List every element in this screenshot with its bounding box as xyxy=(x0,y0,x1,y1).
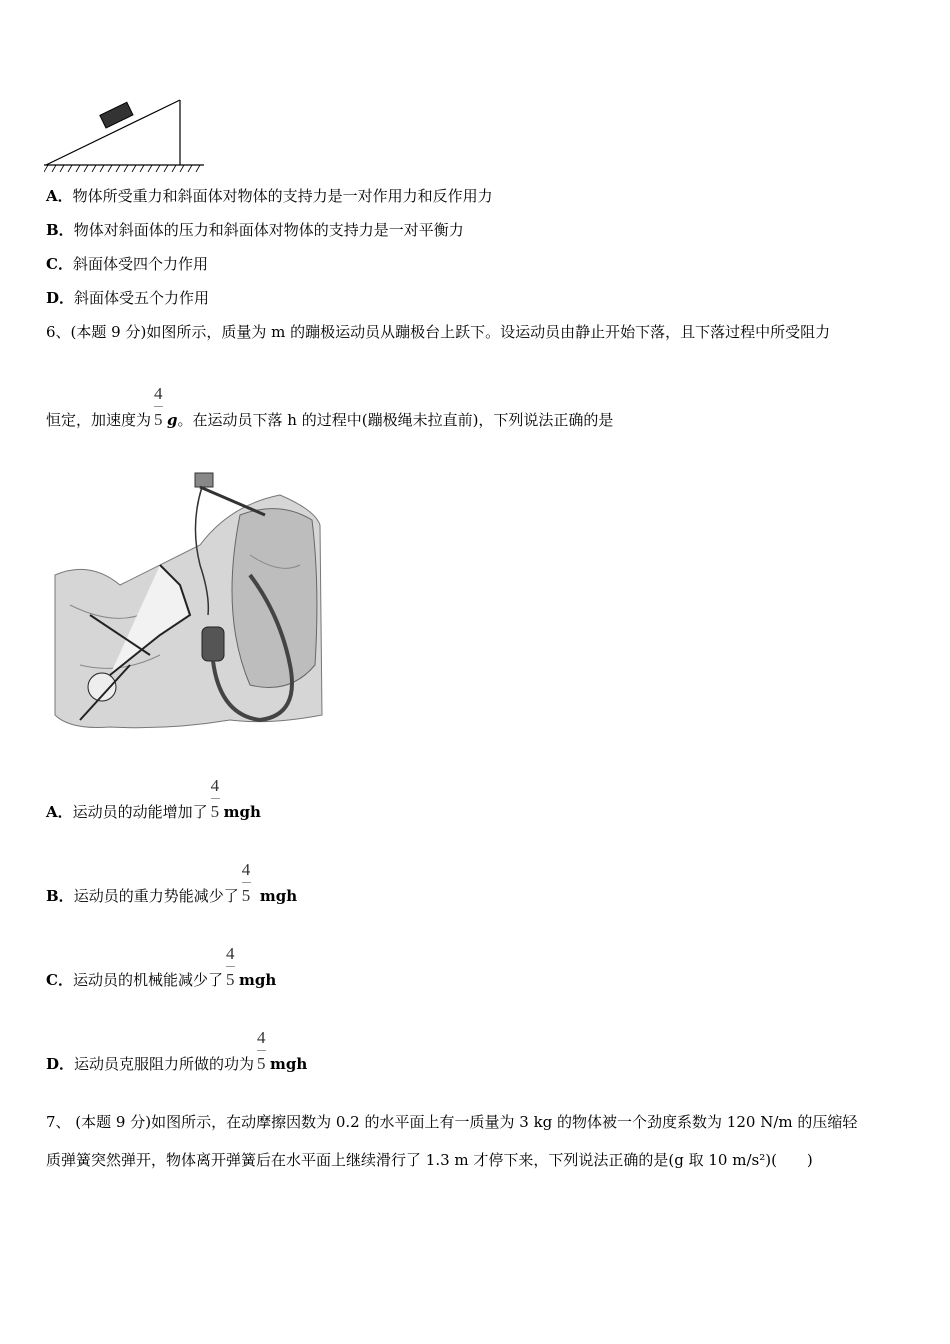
block xyxy=(100,102,133,128)
denominator: 5 xyxy=(210,802,220,821)
mgh: mgh xyxy=(254,887,298,905)
numerator: 4 xyxy=(241,860,251,879)
incline-figure xyxy=(44,95,206,175)
fraction xyxy=(241,860,253,906)
mgh: mgh xyxy=(270,1055,308,1073)
q5-option-b[interactable] xyxy=(46,220,464,240)
q5-option-c[interactable] xyxy=(46,254,208,274)
option-letter: A． xyxy=(46,803,73,821)
bungee-jumper-figure xyxy=(50,465,325,737)
numerator: 4 xyxy=(154,384,163,403)
denominator: 5 xyxy=(241,886,251,905)
q6-option-a[interactable] xyxy=(46,776,261,822)
denominator: 5 xyxy=(154,410,163,429)
option-text: 运动员克服阻力所做的功为 xyxy=(74,1055,255,1073)
option-text: 运动员的重力势能减少了 xyxy=(73,887,239,905)
numerator: 4 xyxy=(257,1028,266,1047)
q5-option-a[interactable] xyxy=(46,186,493,206)
option-text: 物体对斜面体的压力和斜面体对物体的支持力是一对平衡力 xyxy=(73,221,464,239)
q6-stem-line2 xyxy=(46,384,614,430)
stem-text: 。在运动员下落 h 的过程中(蹦极绳未拉直前)，下列说法正确的是 xyxy=(177,411,614,429)
q6-stem-line1: 6、(本题 9 分)如图所示，质量为 m 的蹦极运动员从蹦极台上跃下。设运动员由静止开始下落，且下落过程中所受阻力 xyxy=(46,323,831,341)
denominator: 5 xyxy=(257,1054,266,1073)
option-letter: B． xyxy=(46,887,74,905)
fraction xyxy=(225,944,237,990)
q6-option-d[interactable] xyxy=(46,1028,308,1074)
option-letter: B． xyxy=(46,221,74,239)
option-text: 物体所受重力和斜面体对物体的支持力是一对作用力和反作用力 xyxy=(72,187,493,205)
fraction xyxy=(153,384,165,430)
option-letter: D． xyxy=(46,289,75,307)
option-letter: C． xyxy=(46,255,73,273)
option-text: 运动员的动能增加了 xyxy=(72,803,208,821)
option-letter: C． xyxy=(46,971,73,989)
mgh: mgh xyxy=(223,803,261,821)
option-text: 斜面体受四个力作用 xyxy=(72,255,208,273)
option-letter: A． xyxy=(46,187,73,205)
q5-option-d[interactable] xyxy=(46,288,209,308)
option-text: 运动员的机械能减少了 xyxy=(72,971,223,989)
q7-stem-line1: 7、 (本题 9 分)如图所示，在动摩擦因数为 0.2 的水平面上有一质量为 3 kg 的物体被一个劲度系数为 120 N/m 的压缩轻 xyxy=(46,1113,858,1131)
option-text: 斜面体受五个力作用 xyxy=(74,289,210,307)
stem-text: 恒定，加速度为 xyxy=(46,411,152,429)
numerator: 4 xyxy=(210,776,220,795)
g-symbol: g xyxy=(167,411,178,429)
q6-option-b[interactable] xyxy=(46,860,298,906)
option-letter: D． xyxy=(46,1055,75,1073)
q7-stem-line2: 质弹簧突然弹开，物体离开弹簧后在水平面上继续滑行了 1.3 m 才停下来，下列说法正确的是(g 取 10 m/s²)( ) xyxy=(46,1151,813,1169)
fraction xyxy=(256,1028,268,1074)
q6-option-c[interactable] xyxy=(46,944,277,990)
numerator: 4 xyxy=(225,944,235,963)
mgh: mgh xyxy=(238,971,277,989)
denominator: 5 xyxy=(225,970,235,989)
fraction xyxy=(210,776,222,822)
